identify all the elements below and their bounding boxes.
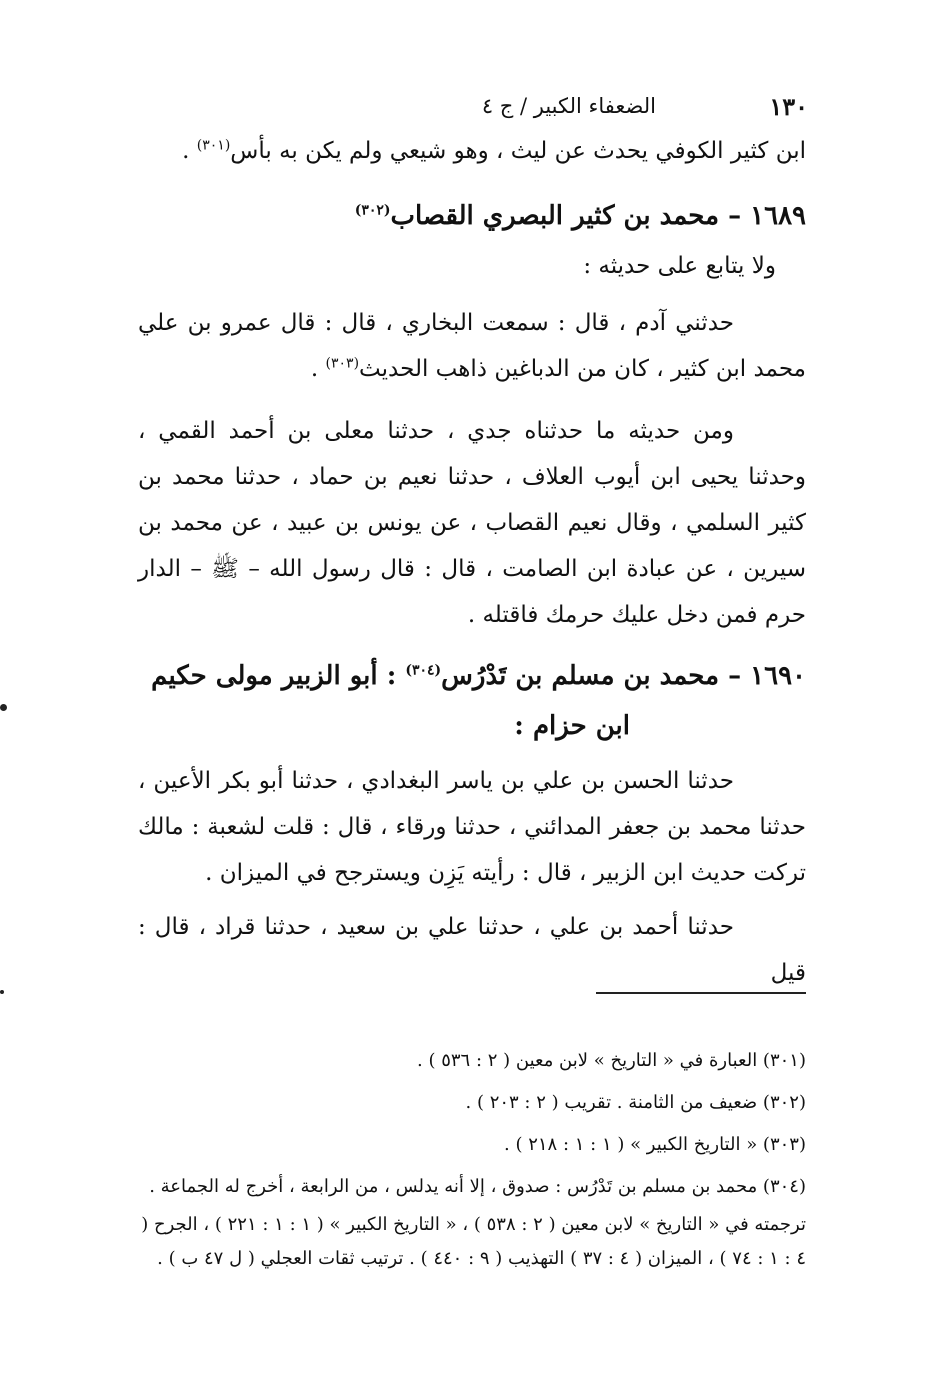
note-ref-303: (٣٠٣) [325, 355, 360, 372]
entry-number: ١٦٨٩ [750, 201, 806, 231]
entry-name: محمد بن مسلم بن تَدْرُس [441, 661, 720, 691]
running-head [128, 92, 808, 128]
entry-subline-1689: ولا يتابع على حديثه : [583, 253, 776, 279]
footnote-304: (٣٠٤) محمد بن مسلم بن تَدْرُس : صدوق ، إلا أنه يدلس ، من الرابعة ، أخرج له الجماعة . [149, 1176, 806, 1197]
page-number: ١٣٠ [769, 92, 808, 121]
entry-heading-1689 [138, 192, 806, 240]
continuation-line [138, 128, 806, 174]
footnote-304-continuation: ترجمته في « التاريخ » لابن معين ( ٢ : ٥٣٨ ) ، « التاريخ الكبير » ( ١ : ١ : ٢٢١ ) ، الجرح ( ٤ : ١ : ٧٤ ) ، الميزان ( ٤ : ٣٧ ) التهذيب ( ٩ : ٤٤٠ ) . ترتيب ثقات العجلي ( ل ٤٧ ب ) . [141, 1214, 806, 1269]
entry-heading-1690 [138, 652, 806, 700]
continuation-text: ابن كثير الكوفي يحدث عن ليث ، وهو شيعي ولم يكن به بأس [230, 138, 806, 164]
paragraph-text: حدثنا أحمد بن علي ، حدثنا علي بن سعيد ، حدثنا قراد ، قال : قيل [138, 914, 806, 986]
footnote-301: (٣٠١) العبارة في « التاريخ » لابن معين ( ٢ : ٥٣٦ ) . [417, 1050, 806, 1071]
entry-name-rest: : أبو الزبير مولى حكيم [151, 661, 406, 691]
paragraph-text: حدثنا الحسن بن علي بن ياسر البغدادي ، حدثنا أبو بكر الأعين ، حدثنا محمد بن جعفر المدائني ، حدثنا ورقاء ، قال : قلت لشعبة : مالك تركت حديث ابن الزبير ، قال : رأيته يَزِن ويسترجح في الميزان . [138, 768, 806, 886]
paragraph-text: حدثني آدم ، قال : سمعت البخاري ، قال : قال عمرو بن علي محمد ابن كثير ، كان من الدباغين ذاهب الحديث [138, 310, 806, 382]
footnote-303: (٣٠٣) « التاريخ الكبير » ( ١ : ١ : ٢١٨ ) . [504, 1134, 806, 1155]
note-ref-302: (٣٠٢) [354, 202, 391, 219]
entry-1690-paragraph-2 [138, 904, 806, 996]
entry-1689-paragraph-2 [138, 408, 806, 638]
entry-1689-paragraph-1 [138, 300, 806, 392]
entry-name: محمد بن كثير البصري القصاب [390, 201, 720, 231]
entry-heading-1690-line2: ابن حزام : [514, 711, 630, 741]
note-ref-304: (٣٠٤) [405, 662, 442, 679]
entry-number: ١٦٩٠ [750, 661, 806, 691]
entry-1690-paragraph-1 [138, 758, 806, 896]
continuation-end: . [182, 138, 197, 164]
margin-mark [0, 990, 4, 994]
paragraph-text: ومن حديثه ما حدثناه جدي ، حدثنا معلى بن أحمد القمي ، وحدثنا يحيى ابن أيوب العلاف ، حدثنا نعيم بن حماد ، حدثنا محمد بن كثير السلمي ، وقال نعيم القصاب ، عن يونس بن عبيد ، عن محمد بن سيرين ، عن عبادة ابن الصامت ، قال : قال رسول الله – ﷺ – الدار حرم فمن دخل عليك حرمك فاقتله . [138, 418, 806, 628]
margin-mark [0, 704, 7, 711]
entry-dash: – [719, 201, 751, 231]
footnote-302: (٣٠٢) ضعيف من الثامنة . تقريب ( ٢ : ٢٠٣ ) . [465, 1092, 806, 1113]
entry-dash: – [719, 661, 751, 691]
note-ref-301: (٣٠١) [196, 137, 231, 154]
paragraph-end: . [310, 356, 326, 382]
running-head-title: الضعفاء الكبير / ج ٤ [481, 94, 656, 118]
footnotes [138, 1040, 806, 1276]
footnote-rule [596, 992, 806, 994]
